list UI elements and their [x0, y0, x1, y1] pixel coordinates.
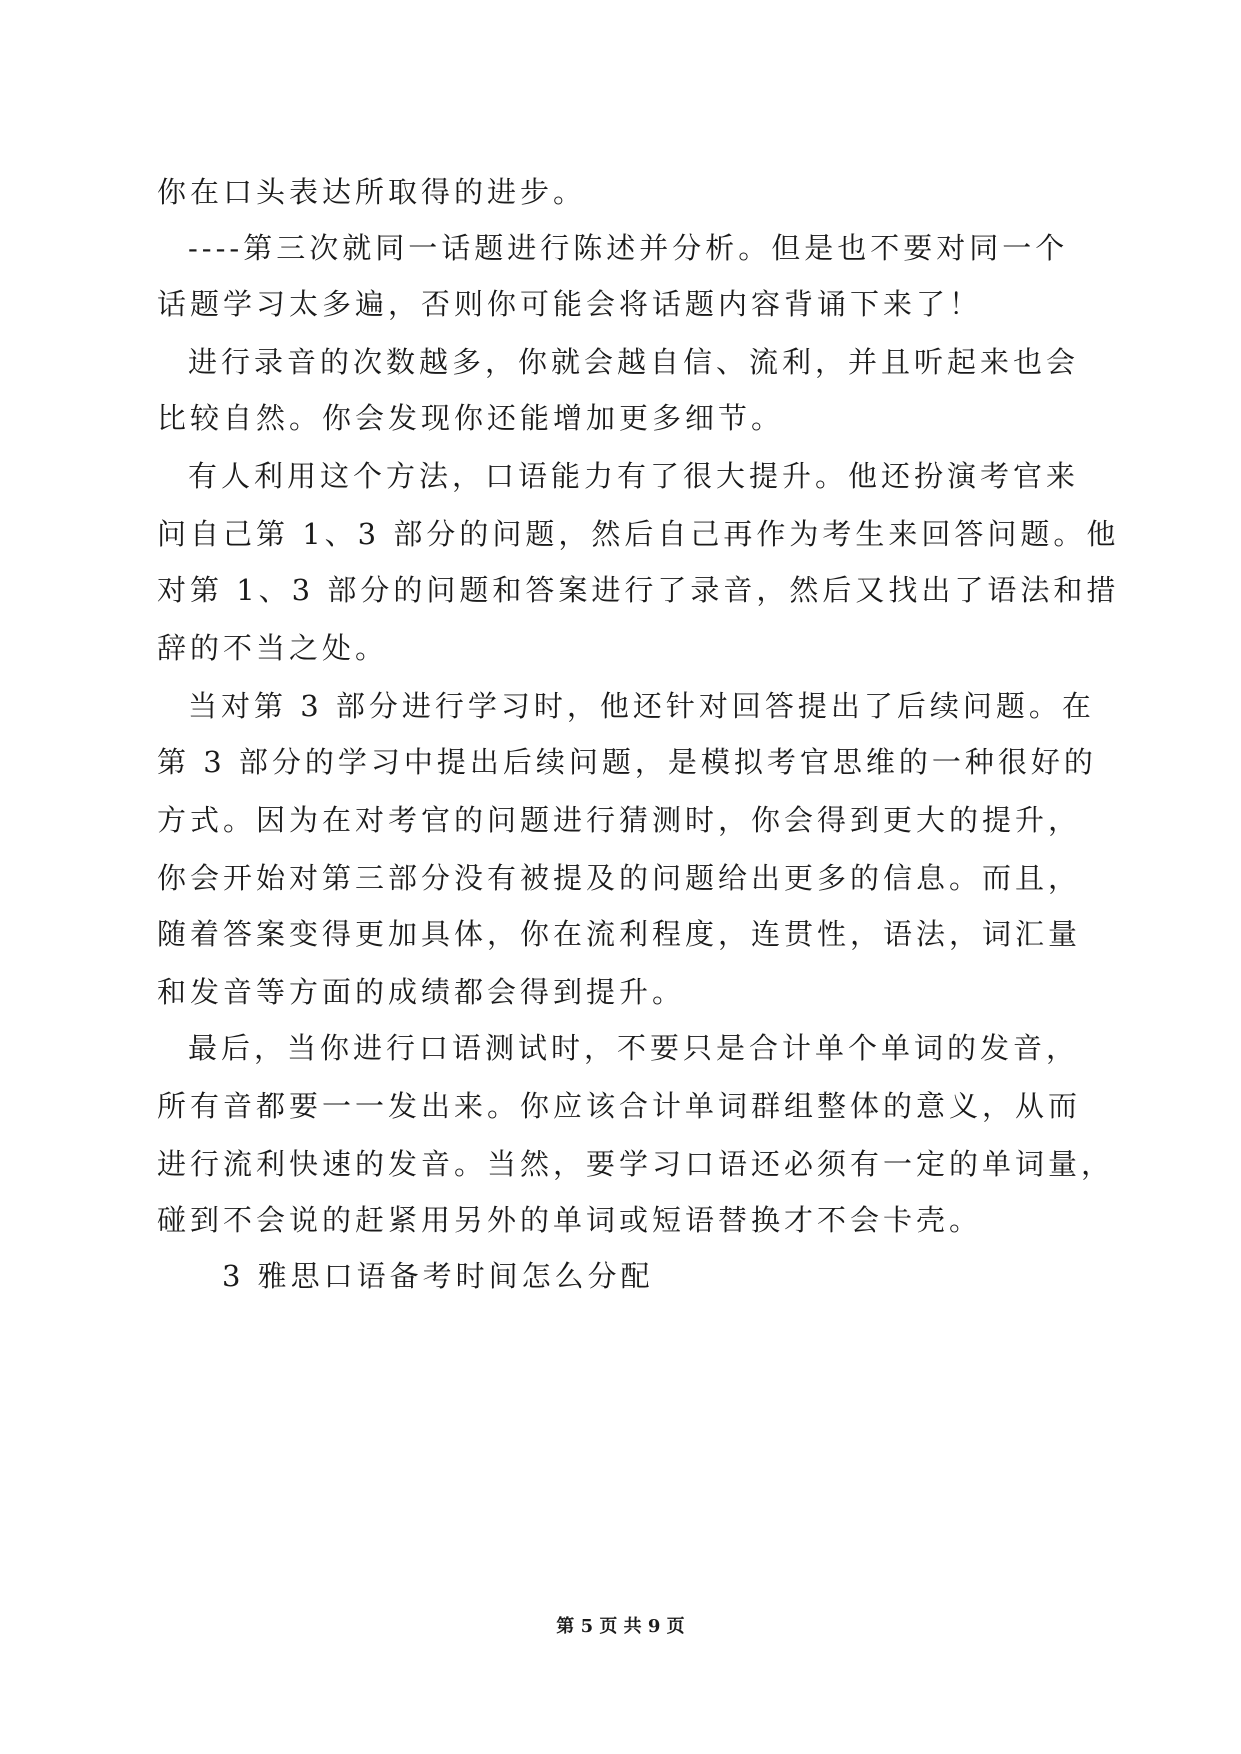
text-line-18: 进行流利快速的发音。当然，要学习口语还必须有一定的单词量，	[157, 1147, 1115, 1181]
text-line-12: 方式。因为在对考官的问题进行猜测时，你会得到更大的提升，	[157, 803, 1082, 837]
text-line-8: 对第 1、3 部分的问题和答案进行了录音，然后又找出了语法和措	[157, 573, 1120, 607]
text-line-7: 问自己第 1、3 部分的问题，然后自己再作为考生来回答问题。他	[157, 517, 1120, 551]
text-line-5: 比较自然。你会发现你还能增加更多细节。	[157, 401, 785, 435]
text-line-1: 你在口头表达所取得的进步。	[157, 175, 587, 209]
text-line-6: 有人利用这个方法，口语能力有了很大提升。他还扮演考官来	[188, 459, 1080, 493]
text-line-17: 所有音都要一一发出来。你应该合计单词群组整体的意义，从而	[157, 1089, 1082, 1123]
text-line-4: 进行录音的次数越多，你就会越自信、流利，并且听起来也会	[188, 345, 1080, 379]
section-heading: 3 雅思口语备考时间怎么分配	[222, 1259, 654, 1293]
text-line-10: 当对第 3 部分进行学习时，他还针对回答提出了后续问题。在	[188, 689, 1095, 723]
text-line-15: 和发音等方面的成绩都会得到提升。	[157, 975, 686, 1009]
text-line-9: 辞的不当之处。	[157, 631, 389, 665]
text-line-19: 碰到不会说的赶紧用另外的单词或短语替换才不会卡壳。	[157, 1203, 983, 1237]
text-line-16: 最后，当你进行口语测试时，不要只是合计单个单词的发音，	[188, 1031, 1080, 1065]
text-line-14: 随着答案变得更加具体，你在流利程度，连贯性，语法，词汇量	[157, 917, 1082, 951]
text-line-11: 第 3 部分的学习中提出后续问题，是模拟考官思维的一种很好的	[157, 745, 1097, 779]
text-line-13: 你会开始对第三部分没有被提及的问题给出更多的信息。而且，	[157, 861, 1082, 895]
page-number-footer: 第 5 页 共 9 页	[556, 1616, 685, 1637]
text-line-3: 话题学习太多遍，否则你可能会将话题内容背诵下来了！	[157, 287, 983, 321]
text-line-2: ----第三次就同一话题进行陈述并分析。但是也不要对同一个	[188, 231, 1069, 265]
